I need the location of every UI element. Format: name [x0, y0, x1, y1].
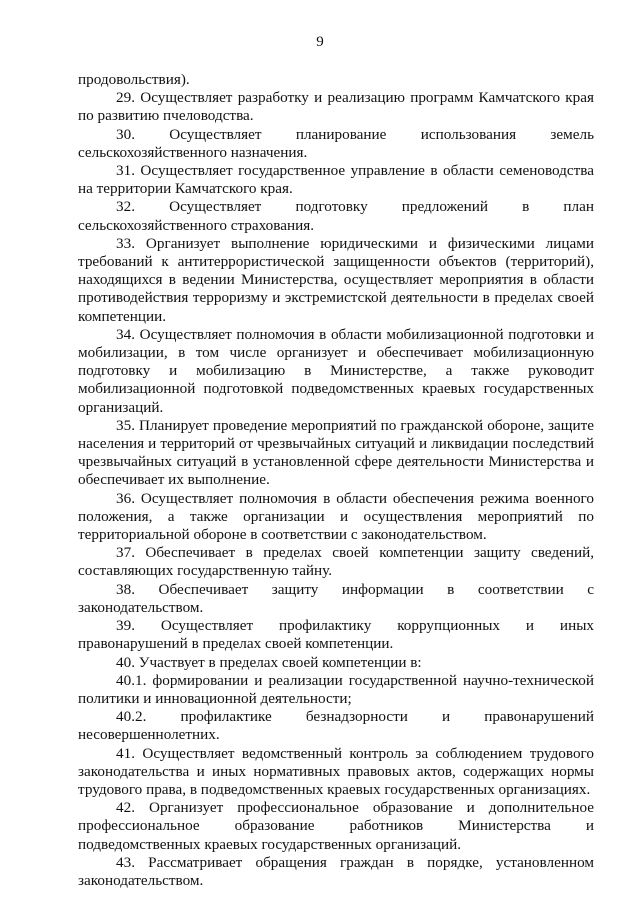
- paragraph: 40.1. формировании и реализации государственной научно-технической политики и инновационной деятельности;: [78, 671, 594, 707]
- paragraph: 42. Организует профессиональное образование и дополнительное профессиональное образование работников Министерства и подведомственных краевых государственных организаций.: [78, 799, 594, 853]
- paragraph: 29. Осуществляет разработку и реализацию программ Камчатского края по развитию пчеловодства.: [78, 89, 594, 125]
- paragraph: 37. Обеспечивает в пределах своей компетенции защиту сведений, составляющих государственную тайну.: [78, 544, 594, 580]
- page-number: 9: [316, 34, 324, 50]
- paragraph: 36. Осуществляет полномочия в области обеспечения режима военного положения, а также организации и осуществления мероприятий по территориальной обороне в соответствии с законодательством.: [78, 489, 594, 544]
- paragraph: 31. Осуществляет государственное управление в области семеноводства на территории Камчатского края.: [78, 162, 594, 198]
- paragraph: продовольствия).: [78, 71, 190, 88]
- paragraph: 39. Осуществляет профилактику коррупционных и иных правонарушений в пределах своей компетенции.: [78, 617, 594, 653]
- paragraph: 40. Участвует в пределах своей компетенции в:: [116, 653, 422, 671]
- paragraph: 34. Осуществляет полномочия в области мобилизационной подготовки и мобилизации, в том числе организует и обеспечивает мобилизационную подготовку и мобилизацию в Министерстве, а также руководит мобилизационной подготовкой подведомственных краевых государственных организаций.: [78, 325, 594, 416]
- paragraph: 32. Осуществляет подготовку предложений в план сельскохозяйственного страхования.: [78, 198, 594, 234]
- paragraph: 33. Организует выполнение юридическими и физическими лицами требований к антитеррористической защищенности объектов (территорий), находящихся в ведении Министерства, осуществляет мероприятия в области противодействия терроризму и экстремистской деятельности в пределах своей компетенции.: [78, 234, 594, 325]
- paragraph: 30. Осуществляет планирование использования земель сельскохозяйственного назначения.: [78, 125, 594, 161]
- paragraph: 35. Планирует проведение мероприятий по гражданской обороне, защите населения и территорий от чрезвычайных ситуаций и ликвидации последствий чрезвычайных ситуаций в установленной сфере деятельности Министерства и обеспечивает их выполнение.: [78, 416, 594, 489]
- document-body: [78, 71, 594, 890]
- paragraph: 43. Рассматривает обращения граждан в порядке, установленном законодательством.: [78, 853, 594, 889]
- paragraph: 41. Осуществляет ведомственный контроль за соблюдением трудового законодательства и иных нормативных правовых актов, содержащих нормы трудового права, в подведомственных краевых государственных организациях.: [78, 744, 594, 798]
- paragraph: 38. Обеспечивает защиту информации в соответствии с законодательством.: [78, 580, 594, 616]
- paragraph: 40.2. профилактике безнадзорности и правонарушений несовершеннолетних.: [78, 708, 594, 744]
